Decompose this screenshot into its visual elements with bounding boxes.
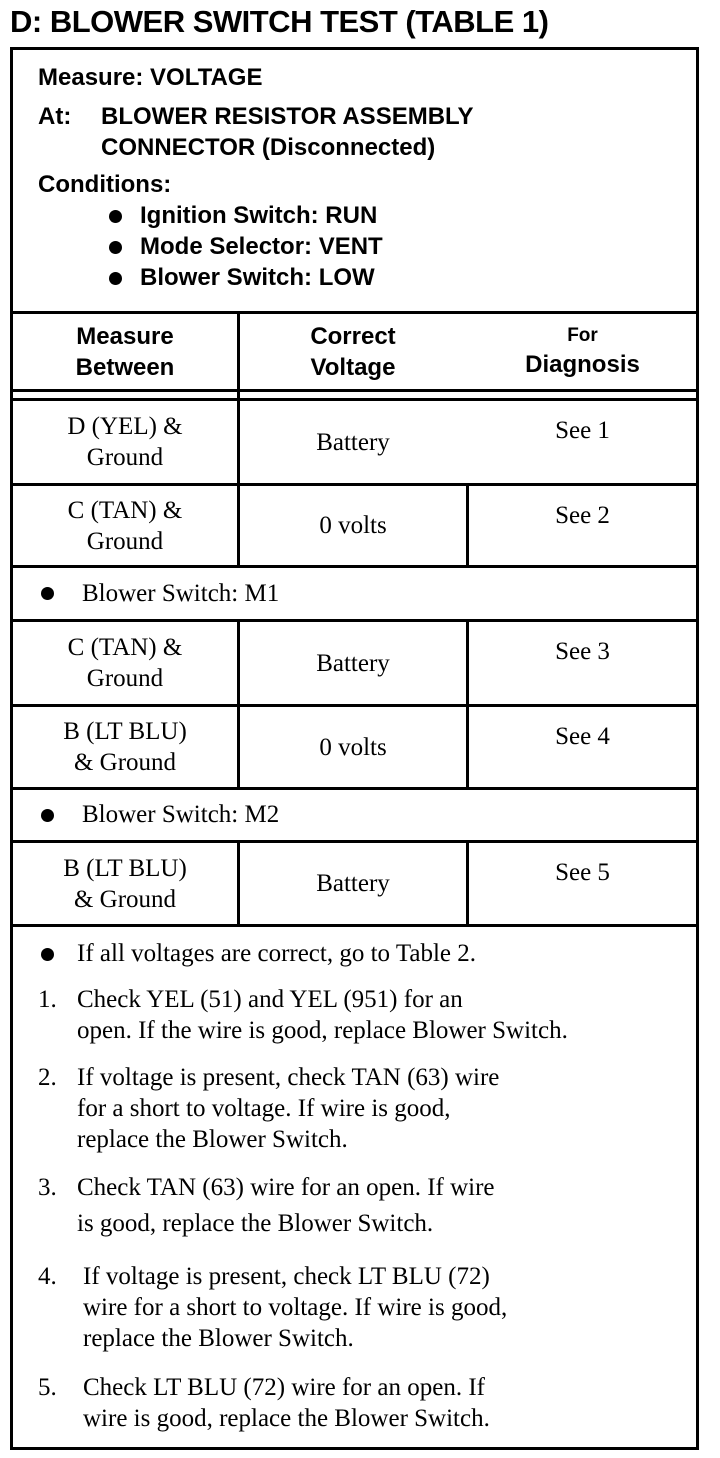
at-text [101,101,474,163]
at-location [38,101,474,163]
conditions-label: Conditions: [38,171,172,198]
measure-label: Measure: VOLTAGE [38,64,263,91]
row-3-between: C (TAN) & Ground [67,634,183,692]
bullet-icon [41,948,54,961]
row-5-voltage: Battery [316,870,390,897]
row-5-diagnosis: See 5 [555,859,610,886]
header-measure-between: Measure Between [75,322,175,381]
row-1-diagnosis: See 1 [555,417,610,444]
row-3-voltage: Battery [316,649,390,677]
row-2-diagnosis: See 2 [555,502,610,529]
row-4-diagnosis: See 4 [555,723,610,750]
at-line-2: CONNECTOR (Disconnected) [101,134,436,161]
row-4-between: B (LT BLU) & Ground [63,718,187,776]
bullet-icon [109,241,122,254]
separator-m2: Blower Switch: M2 [13,790,696,840]
row-1-between: D (YEL) & Ground [67,413,183,471]
conditions-list [109,200,474,293]
separator-m1: Blower Switch: M1 [13,568,696,619]
row-4-voltage: 0 volts [319,733,387,761]
row-3-diagnosis: See 3 [555,638,610,665]
bullet-icon [109,210,122,223]
condition-item: Mode Selector: VENT [109,231,474,262]
at-label: At: [38,103,72,130]
bullet-icon [41,587,54,600]
at-line-1: BLOWER RESISTOR ASSEMBLY [101,103,474,130]
page-title: D: BLOWER SWITCH TEST (TABLE 1) [10,4,549,39]
conditions-block [38,62,474,293]
row-5-between: B (LT BLU) & Ground [63,854,187,913]
header-for-diagnosis: For Diagnosis [525,325,640,378]
condition-item: Ignition Switch: RUN [109,200,474,231]
condition-item: Blower Switch: LOW [109,262,474,293]
bullet-icon [109,272,122,285]
divider [13,389,696,392]
row-1-voltage: Battery [316,428,390,456]
test-table: Measure: VOLTAGE At: BLOWER RESISTOR ASSEMBLY CONNECTOR (Disconnected) Conditions: Ignition Switch: RUN Mode Selector: VENT Blower Switch: LOW Measure Between Correct Voltage For Diagnosis D (YEL) & Ground Battery See 1 C (TAN) & Ground 0 volts See 2 Blower Switch: M1 C (TAN) & Ground Battery See 3 B (LT BLU) & Ground 0 volts See 4 Blower Switch: M2 B (LT BLU) & Ground Battery See 5 If all voltages are correct, go to Table 2. 1. Check YEL (51) and YEL (951) for an open. If the wire is good, replace Blower Switch. 2. If voltage is present, check TAN (63) wire for a short to voltage. If wire is good, replace the Blower Switch. 3. Check TAN (63) wire for an open. If wire is good, replace the Blower Switch. 4. If voltage is present, check LT BLU (72) wire for a short to voltage. If wire is good, replace the Blower Switch. 5. Check LT BLU (72) wire for an open. If wire is good, replace the Blower Switch. [10,47,699,1450]
row-2-voltage: 0 volts [319,512,387,539]
row-2-between: C (TAN) & Ground [67,496,183,555]
divider [13,924,696,927]
bullet-icon [41,809,54,822]
header-correct-voltage: Correct Voltage [310,322,396,381]
